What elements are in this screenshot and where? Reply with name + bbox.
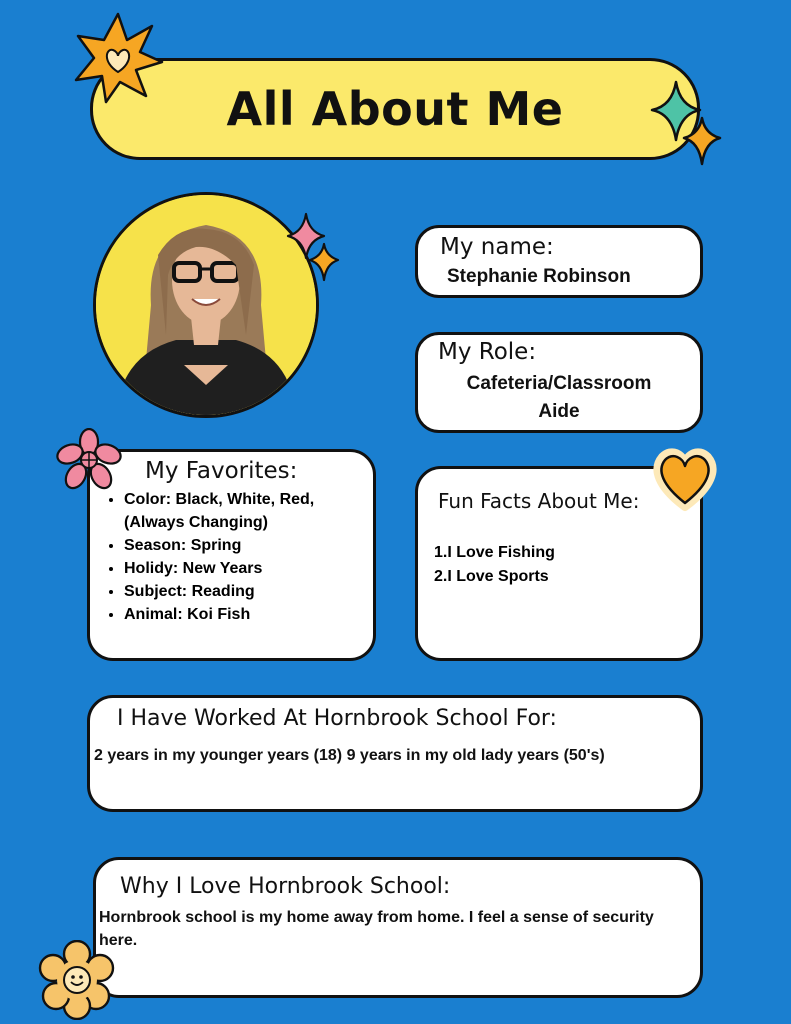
name-value: Stephanie Robinson [447, 266, 631, 287]
list-item: 2.I Love Sports [434, 568, 549, 585]
smiley-flower-icon [36, 940, 118, 1020]
list-item: • Subject: Reading [124, 580, 314, 603]
role-value-line2: Aide [538, 401, 580, 422]
list-item: • Color: Black, White, Red, [124, 488, 314, 511]
page-title: All About Me [226, 82, 564, 136]
heart-icon [650, 443, 720, 513]
list-item: • Season: Spring [124, 534, 314, 557]
sparkle-icon [646, 78, 726, 170]
worked-text: 2 years in my younger years (18) 9 years in my old lady years (50's) [94, 747, 605, 764]
fun-facts-heading: Fun Facts About Me: [438, 489, 640, 513]
worked-heading: I Have Worked At Hornbrook School For: [117, 706, 557, 731]
name-card [415, 225, 703, 298]
name-heading: My name: [440, 234, 554, 260]
sparkle-icon [284, 210, 342, 286]
flower-icon [56, 428, 122, 490]
why-heading: Why I Love Hornbrook School: [120, 874, 451, 899]
list-item: (Always Changing) [124, 514, 269, 531]
favorites-list [90, 488, 314, 626]
role-card [415, 332, 703, 433]
favorites-card [87, 449, 376, 661]
role-heading: My Role: [438, 339, 537, 365]
list-item: 1.I Love Fishing [434, 544, 555, 561]
role-value-line1: Cafeteria/Classroom [466, 373, 652, 394]
person-portrait-icon [96, 195, 316, 415]
why-text: Hornbrook school is my home away from home. I feel a sense of security here. [99, 909, 654, 949]
why-card [93, 857, 703, 998]
list-item: • Animal: Koi Fish [124, 603, 314, 626]
fun-facts-list [418, 541, 555, 589]
list-item: • Holidy: New Years [124, 557, 314, 580]
favorites-heading: My Favorites: [145, 458, 298, 484]
title-banner [90, 58, 700, 160]
sun-heart-icon [72, 12, 164, 104]
worked-card [87, 695, 703, 812]
